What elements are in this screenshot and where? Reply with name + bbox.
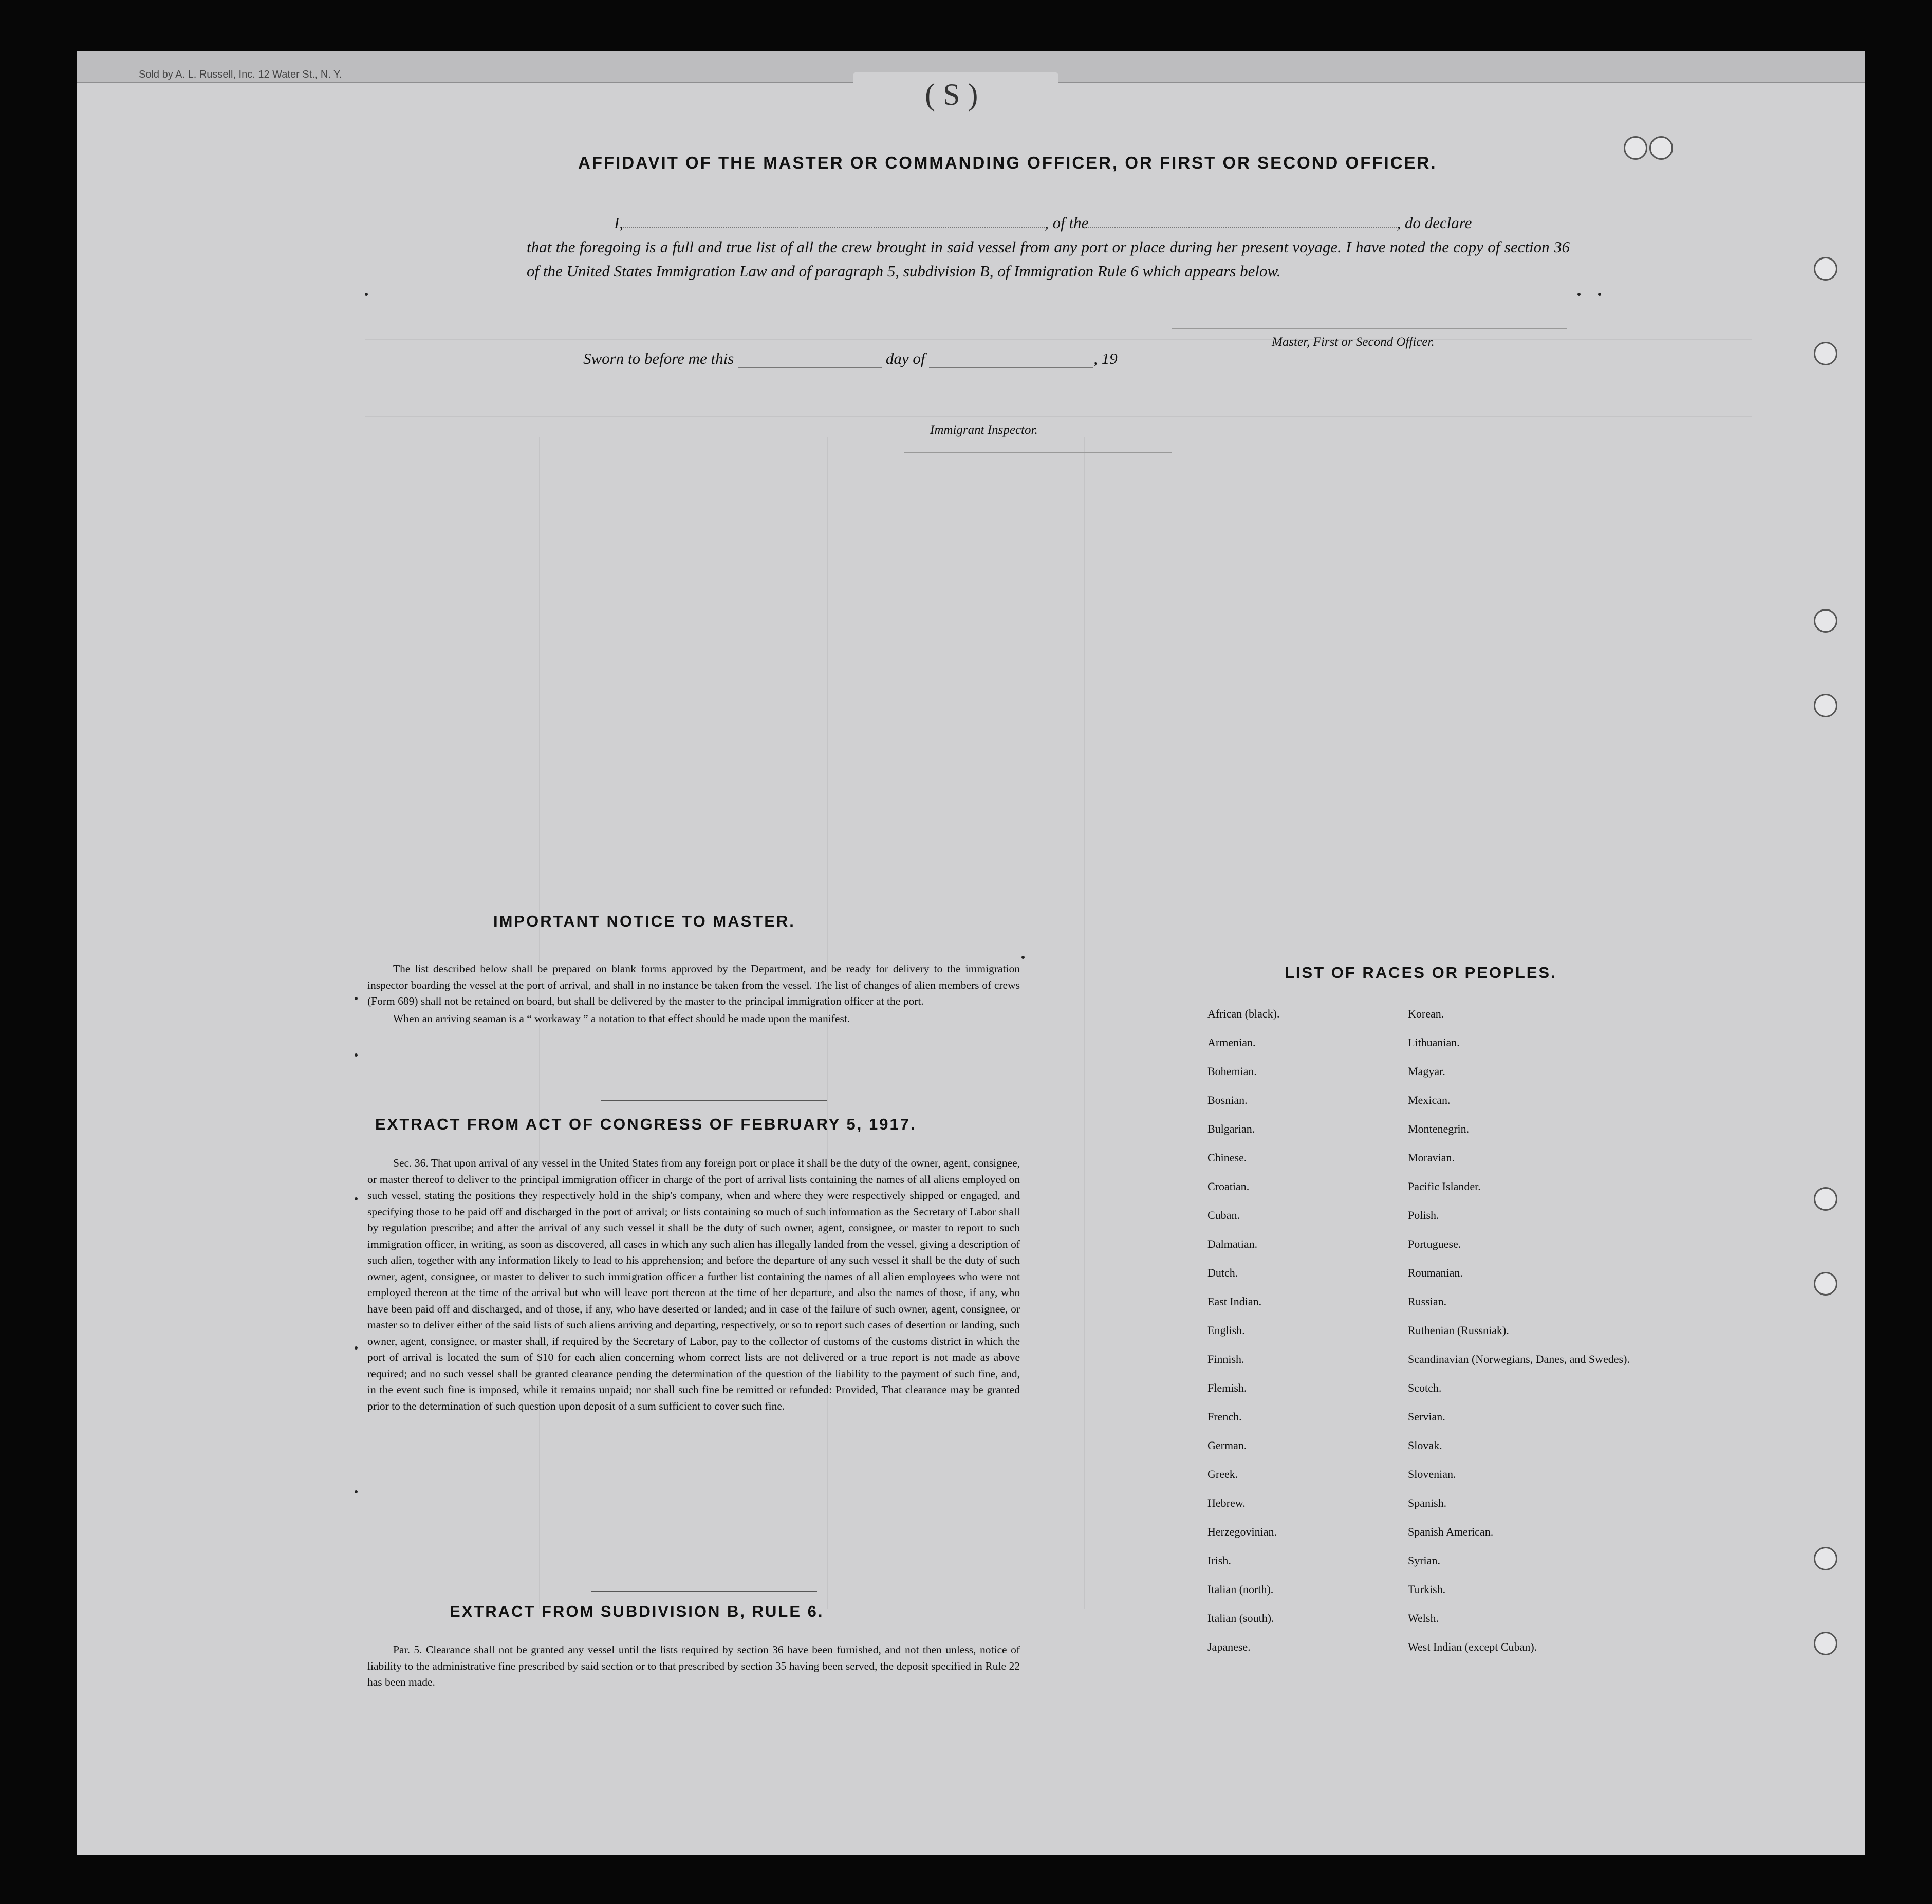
affidavit-declaration-line [527, 211, 1570, 235]
race-item: Bohemian. [1208, 1065, 1257, 1078]
race-item: Turkish. [1408, 1583, 1446, 1596]
act-section-36: Sec. 36. That upon arrival of any vessel in the United States from any foreign port or place it shall be the duty of the owner, agent, consignee, or master thereof to deliver to the principal immigration officer in charge of the port of arrival lists containing the names of all aliens employed on such vessel, stating the positions they respectively hold in the ship's company, when and where they were respectively shipped or engaged, and specifying those to be paid off and discharged in the port of arrival; or lists containing so much of such information as the Secretary of Labor shall by regulation prescribe; and after the arrival of any such vessel it shall be the duty of such owner, agent, consignee, or master to report to such immigration officer, in writing, as soon as discovered, all cases in which any such alien has illegally landed from the vessel, giving a description of such alien, together with any information likely to lead to his apprehension; and before the departure of any such vessel it shall be the duty of such owner, agent, consignee, or master to deliver to such immigration officer a further list containing the names of all alien employees who were not employed thereon at the time of the arrival but who will leave port thereon at the time of her departure, and also the names of those, if any, who have been paid off and discharged, and of those, if any, who have deserted or landed; and in case of the failure of such owner, agent, consignee, or master so to deliver either of the said lists of such aliens arriving and departing, respectively, or so to report such cases of desertion or landing, such owner, agent, consignee, or master shall, if required by the Secretary of Labor, pay to the collector of customs of the customs district in which the port of arrival is located the sum of $10 for each alien concerning whom correct lists are not delivered or a true report is not made as above required; and no such vessel shall be granted clearance pending the determination of the question of the liability to the payment of such fine, and, in the event such fine is imposed, while it remains unpaid; nor shall such fine be remitted or refunded: Provided, That clearance may be granted prior to the determination of such question upon deposit of a sum sufficient to cover such fine. [367, 1157, 1020, 1412]
race-item: Armenian. [1208, 1036, 1256, 1049]
race-item: Montenegrin. [1408, 1122, 1470, 1135]
race-item: Herzegovinian. [1208, 1525, 1277, 1538]
notice-paragraph-1: The list described below shall be prepared on blank forms approved by the Department, and be ready for delivery to the immigration inspector boarding the vessel at the port of arrival, and shall in no instance be taken from the vessel. The list of changes of alien members of crews (Form 689) shall not be retained on board, but shall be delivered by the master to the principal immigration officer at the port. [367, 963, 1020, 1007]
margin-dot [355, 997, 358, 1000]
race-item: Servian. [1408, 1410, 1445, 1423]
affidavit-text [527, 211, 1570, 283]
vessel-blank [1088, 227, 1397, 228]
race-item: Dutch. [1208, 1266, 1238, 1279]
race-item: Irish. [1208, 1554, 1231, 1567]
race-item: Italian (north). [1208, 1583, 1274, 1596]
binder-hole [1814, 1632, 1837, 1655]
races-left-column [1208, 1007, 1434, 1669]
race-item: Scandinavian (Norwegians, Danes, and Swedes). [1408, 1353, 1630, 1365]
binder-hole [1814, 257, 1837, 281]
affidavit-of-the: , of the [1045, 214, 1089, 232]
race-item: Magyar. [1408, 1065, 1445, 1078]
binder-hole [1624, 136, 1647, 160]
race-item: German. [1208, 1439, 1247, 1452]
section-divider [591, 1591, 817, 1592]
affidavit-title: AFFIDAVIT OF THE MASTER OR COMMANDING OFFICER, OR FIRST OR SECOND OFFICER. [578, 153, 1437, 172]
rule-text [367, 1642, 1020, 1691]
affidavit-body: that the foregoing is a full and true list of all the crew brought in said vessel from any port or place during her present voyage. I have noted the copy of section 36 of the United States Immigration Law and of paragraph 5, subdivision B, of Immigration Rule 6 which appears below. [527, 238, 1570, 280]
act-text [367, 1155, 1020, 1414]
act-title: EXTRACT FROM ACT OF CONGRESS OF FEBRUARY 5, 1917. [375, 1115, 917, 1133]
race-item: Slovak. [1408, 1439, 1442, 1452]
race-item: Korean. [1408, 1007, 1444, 1020]
race-item: Spanish. [1408, 1496, 1447, 1509]
race-item: Ruthenian (Russniak). [1408, 1324, 1509, 1337]
race-item: Russian. [1408, 1295, 1447, 1308]
binder-hole [1814, 1187, 1837, 1211]
margin-dot [355, 1490, 358, 1493]
race-item: English. [1208, 1324, 1245, 1337]
race-item: Scotch. [1408, 1381, 1442, 1394]
race-item: Flemish. [1208, 1381, 1247, 1394]
binder-hole [1814, 609, 1837, 633]
race-item: Finnish. [1208, 1353, 1244, 1365]
race-item: French. [1208, 1410, 1242, 1423]
race-item: African (black). [1208, 1007, 1280, 1020]
race-item: East Indian. [1208, 1295, 1262, 1308]
race-item: Slovenian. [1408, 1468, 1456, 1481]
section-divider [601, 1100, 827, 1101]
page-tab [853, 72, 1058, 118]
race-item: Pacific Islander. [1408, 1180, 1481, 1193]
race-item: Bulgarian. [1208, 1122, 1255, 1135]
race-item: Greek. [1208, 1468, 1238, 1481]
sworn-day-of: day of [885, 349, 925, 367]
rule-title: EXTRACT FROM SUBDIVISION B, RULE 6. [450, 1602, 824, 1620]
race-item: Cuban. [1208, 1209, 1240, 1222]
master-signature-line [1172, 328, 1567, 329]
day-blank [738, 363, 882, 368]
race-item: Japanese. [1208, 1640, 1251, 1653]
margin-dot [1598, 293, 1601, 296]
printer-imprint: Sold by A. L. Russell, Inc. 12 Water St., N. Y. [139, 69, 342, 80]
name-blank [623, 227, 1045, 228]
race-item: Portuguese. [1408, 1237, 1461, 1250]
margin-dot [365, 293, 368, 296]
race-item: Bosnian. [1208, 1094, 1248, 1106]
margin-dot [1021, 956, 1025, 959]
margin-dot [355, 1346, 358, 1350]
race-item: Hebrew. [1208, 1496, 1246, 1509]
margin-dot [355, 1197, 358, 1200]
tab-label: ( S ) [925, 78, 978, 112]
race-item: Lithuanian. [1408, 1036, 1460, 1049]
race-item: Mexican. [1408, 1094, 1451, 1106]
notice-title: IMPORTANT NOTICE TO MASTER. [493, 912, 795, 930]
sworn-year: , 19 [1093, 349, 1118, 367]
rule-paragraph-5: Par. 5. Clearance shall not be granted any vessel until the lists required by section 36 have been furnished, and not then unless, notice of liability to the administrative fine prescribed by said section or to that prescribed by section 35 having been served, the deposit specified in Rule 22 has been made. [367, 1643, 1020, 1688]
race-item: Spanish American. [1408, 1525, 1494, 1538]
race-item: Roumanian. [1408, 1266, 1463, 1279]
races-title: LIST OF RACES OR PEOPLES. [1285, 964, 1557, 982]
race-item: Croatian. [1208, 1180, 1250, 1193]
inspector-signature-label: Immigrant Inspector. [930, 423, 1038, 437]
race-item: Welsh. [1408, 1612, 1439, 1624]
month-blank [929, 363, 1093, 368]
race-item: Italian (south). [1208, 1612, 1274, 1624]
manifest-page [77, 51, 1865, 1855]
race-item: Polish. [1408, 1209, 1439, 1222]
binder-hole [1814, 1272, 1837, 1296]
margin-dot [355, 1053, 358, 1057]
race-item: West Indian (except Cuban). [1408, 1640, 1537, 1653]
master-signature-label: Master, First or Second Officer. [1272, 335, 1435, 349]
margin-dot [1577, 293, 1581, 296]
binder-hole [1814, 1547, 1837, 1570]
inspector-signature-line [904, 452, 1172, 453]
affidavit-declare: , do declare [1397, 214, 1472, 232]
sworn-line [583, 349, 1118, 368]
binder-hole [1649, 136, 1673, 160]
sworn-prefix: Sworn to before me this [583, 349, 734, 367]
notice-text [367, 961, 1020, 1027]
race-item: Chinese. [1208, 1151, 1247, 1164]
race-item: Dalmatian. [1208, 1237, 1258, 1250]
notice-paragraph-2: When an arriving seaman is a “ workaway ” a notation to that effect should be made upon the manifest. [393, 1012, 850, 1025]
race-item: Syrian. [1408, 1554, 1440, 1567]
races-right-column [1408, 1007, 1634, 1669]
races-list [1208, 1007, 1696, 1737]
affidavit-i: I, [614, 214, 624, 232]
binder-hole [1814, 342, 1837, 365]
binder-hole [1814, 694, 1837, 717]
race-item: Moravian. [1408, 1151, 1455, 1164]
